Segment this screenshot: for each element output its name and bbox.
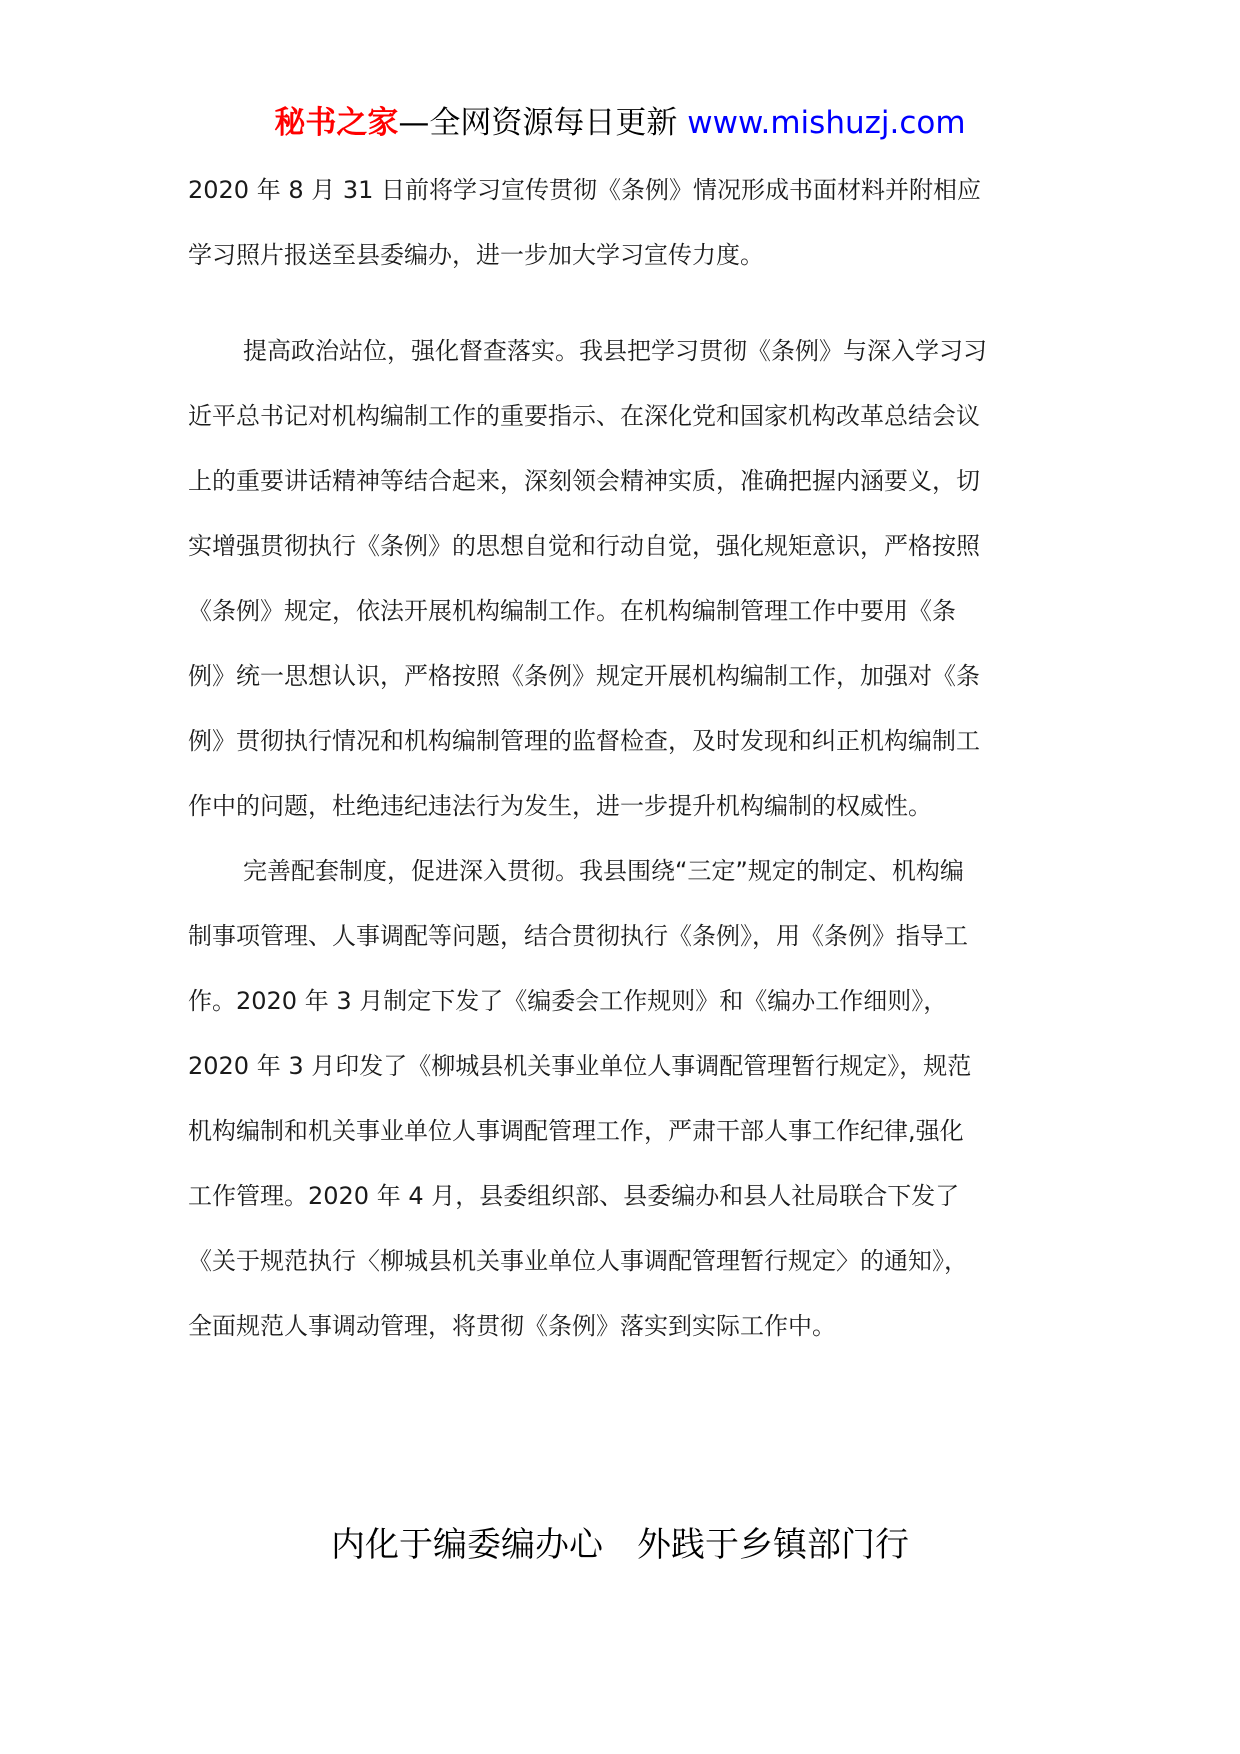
section-heading: 内化于编委编办心 外践于乡镇部门行 bbox=[331, 1525, 909, 1565]
text-line: 提高政治站位，强化督查落实。我县把学习贯彻《条例》与深入学习习 bbox=[243, 337, 987, 365]
text-line: 机构编制和机关事业单位人事调配管理工作，严肃干部人事工作纪律,强化 bbox=[188, 1117, 964, 1145]
text-line: 《条例》规定，依法开展机构编制工作。在机构编制管理工作中要用《条 bbox=[188, 597, 956, 625]
text-line: 2020 年 3 月印发了《柳城县机关事业单位人事调配管理暂行规定》，规范 bbox=[188, 1052, 972, 1080]
text-line: 例》贯彻执行情况和机构编制管理的监督检查，及时发现和纠正机构编制工 bbox=[188, 727, 980, 755]
paragraph-continuation bbox=[188, 158, 1066, 288]
text-line: 工作管理。2020 年 4 月，县委组织部、县委编办和县人社局联合下发了 bbox=[188, 1182, 960, 1210]
text-line: 全面规范人事调动管理，将贯彻《条例》落实到实际工作中。 bbox=[188, 1312, 836, 1340]
text-line: 学习照片报送至县委编办，进一步加大学习宣传力度。 bbox=[188, 241, 764, 269]
site-url-link[interactable]: www.mishuzj.com bbox=[687, 105, 966, 141]
header-tagline: —全网资源每日更新 bbox=[398, 105, 688, 141]
text-line: 作。2020 年 3 月制定下发了《编委会工作规则》和《编办工作细则》， bbox=[188, 987, 948, 1015]
text-line: 实增强贯彻执行《条例》的思想自觉和行动自觉，强化规矩意识，严格按照 bbox=[188, 532, 980, 560]
text-line: 《关于规范执行〈柳城县机关事业单位人事调配管理暂行规定〉的通知》， bbox=[188, 1247, 968, 1275]
text-line: 上的重要讲话精神等结合起来，深刻领会精神实质，准确把握内涵要义，切 bbox=[188, 467, 980, 495]
text-line: 2020 年 8 月 31 日前将学习宣传贯彻《条例》情况形成书面材料并附相应 bbox=[188, 176, 982, 204]
text-line: 制事项管理、人事调配等问题，结合贯彻执行《条例》，用《条例》指导工 bbox=[188, 922, 968, 950]
paragraph-political-stance bbox=[188, 319, 1066, 839]
paragraph-supporting-system bbox=[188, 839, 1066, 1359]
text-line: 完善配套制度，促进深入贯彻。我县围绕“三定”规定的制定、机构编 bbox=[243, 857, 964, 885]
brand-name: 秘书之家 bbox=[274, 105, 399, 141]
text-line: 作中的问题，杜绝违纪违法行为发生，进一步提升机构编制的权威性。 bbox=[188, 792, 932, 820]
text-line: 例》统一思想认识，严格按照《条例》规定开展机构编制工作，加强对《条 bbox=[188, 662, 980, 690]
text-line: 近平总书记对机构编制工作的重要指示、在深化党和国家机构改革总结会议 bbox=[188, 402, 980, 430]
site-header bbox=[0, 100, 1240, 146]
